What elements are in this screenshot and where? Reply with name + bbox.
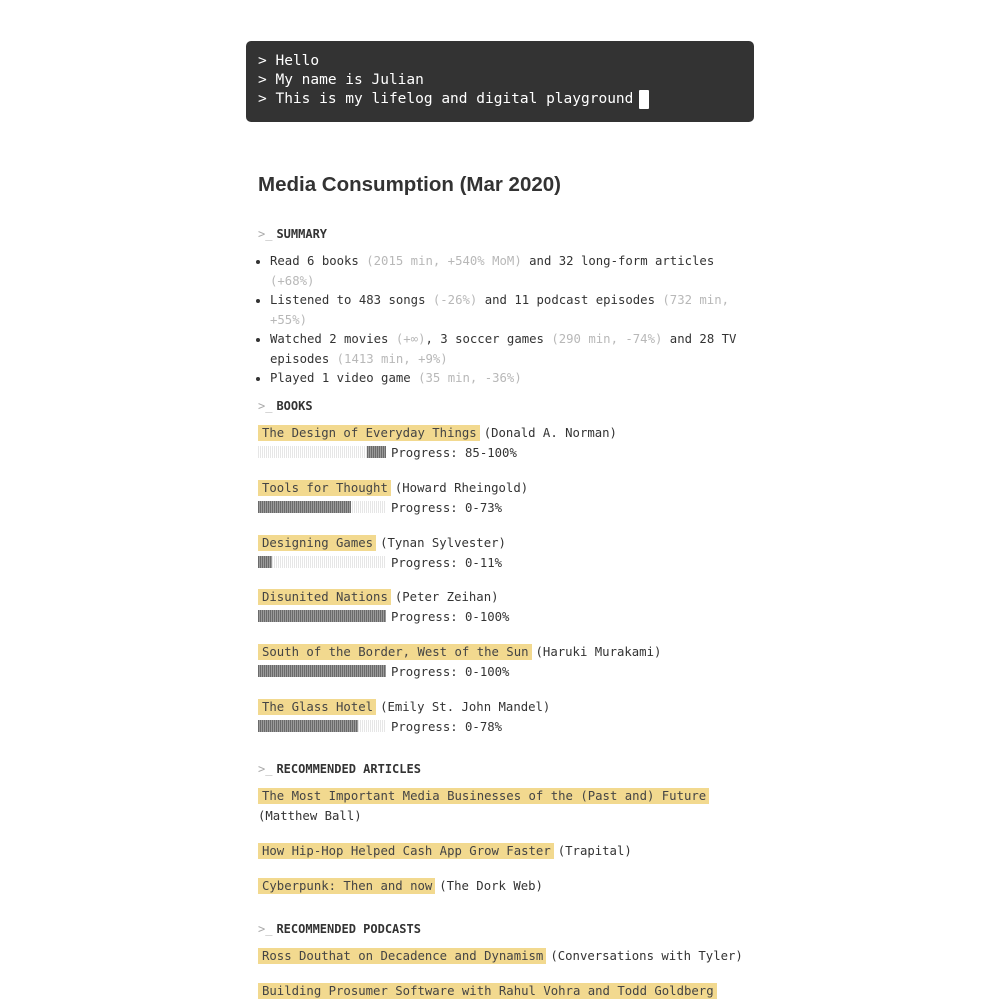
prompt-icon: >_: [258, 227, 273, 241]
progress-bar-fill: [258, 720, 358, 732]
progress-label: Progress: 85-100%: [391, 445, 517, 460]
book-item: [258, 479, 528, 518]
summary-text: and 32 long-form articles: [521, 254, 715, 268]
prompt-icon: >_: [258, 762, 273, 776]
progress-label: Progress: 0-73%: [391, 500, 503, 515]
terminal-line: > Hello: [258, 53, 320, 69]
summary-stat: (+68%): [270, 273, 315, 288]
podcast-source: (Conversations with Tyler): [550, 949, 743, 963]
summary-stat: (2015 min, +540% MoM): [366, 254, 522, 268]
summary-text: Listened to 483 songs: [270, 293, 433, 307]
article-item: [258, 877, 543, 897]
terminal-line: [258, 90, 742, 109]
podcast-title-link[interactable]: Building Prosumer Software with Rahul Vohra and Todd Goldberg: [258, 983, 717, 999]
summary-list: [258, 252, 740, 389]
book-title-link[interactable]: Designing Games: [258, 535, 376, 551]
book-progress: [258, 718, 550, 738]
book-title-link[interactable]: South of the Border, West of the Sun: [258, 644, 532, 660]
articles-heading-label: RECOMMENDED ARTICLES: [276, 762, 421, 776]
progress-label: Progress: 0-78%: [391, 719, 503, 734]
summary-heading-label: SUMMARY: [276, 227, 328, 241]
progress-bar: [258, 720, 386, 732]
progress-label: Progress: 0-11%: [391, 555, 503, 570]
books-heading-label: BOOKS: [276, 399, 313, 413]
summary-stat: (35 min, -36%): [418, 371, 522, 385]
book-author: (Howard Rheingold): [394, 481, 529, 495]
book-item: [258, 643, 661, 682]
book-author: (Peter Zeihan): [394, 590, 499, 604]
prompt-icon: >_: [258, 922, 273, 936]
summary-item: [270, 369, 740, 389]
podcast-title-link[interactable]: Ross Douthat on Decadence and Dynamism: [258, 948, 546, 964]
progress-label: Progress: 0-100%: [391, 664, 510, 679]
podcast-item: [258, 947, 743, 967]
book-item: [258, 588, 509, 627]
terminal-line: > My name is Julian: [258, 72, 424, 88]
progress-bar: [258, 665, 386, 677]
article-title-link[interactable]: How Hip-Hop Helped Cash App Grow Faster: [258, 843, 554, 859]
summary-stat: (290 min, -74%): [551, 332, 663, 346]
book-title-link[interactable]: Tools for Thought: [258, 480, 391, 496]
progress-bar: [258, 446, 386, 458]
book-progress: [258, 499, 528, 519]
articles-heading: [258, 762, 421, 776]
article-title-link[interactable]: The Most Important Media Businesses of the (Past and) Future: [258, 788, 709, 804]
summary-text: , 3 soccer games: [425, 332, 552, 346]
article-source: (Matthew Ball): [258, 808, 362, 823]
article-item: [258, 842, 632, 862]
summary-heading: [258, 227, 327, 241]
book-title-link[interactable]: The Glass Hotel: [258, 699, 376, 715]
book-author: (Donald A. Norman): [483, 426, 617, 440]
book-title-link[interactable]: Disunited Nations: [258, 589, 391, 605]
summary-stat: (1413 min, +9%): [336, 351, 448, 366]
page-title: Media Consumption (Mar 2020): [258, 173, 561, 196]
book-progress: [258, 444, 617, 464]
article-source: (Trapital): [557, 844, 632, 858]
book-item: [258, 424, 617, 463]
summary-text: and 28 TV episodes: [270, 332, 737, 366]
progress-label: Progress: 0-100%: [391, 609, 510, 624]
progress-bar: [258, 501, 386, 513]
article-title-link[interactable]: Cyberpunk: Then and now: [258, 878, 435, 894]
summary-text: Played 1 video game: [270, 371, 419, 385]
progress-bar-fill: [258, 665, 386, 677]
progress-bar-fill: [367, 446, 386, 458]
progress-bar-fill: [258, 556, 272, 568]
terminal-line-text: > This is my lifelog and digital playground: [258, 91, 634, 107]
books-heading: [258, 399, 313, 413]
terminal-intro: [246, 41, 754, 122]
book-author: (Tynan Sylvester): [380, 536, 506, 550]
book-progress: [258, 663, 661, 683]
summary-text: and 11 podcast episodes: [477, 293, 663, 307]
summary-stat: (+∞): [395, 332, 426, 346]
book-progress: [258, 554, 506, 574]
summary-stat: (-26%): [432, 293, 478, 307]
book-progress: [258, 608, 509, 628]
article-item: [258, 787, 709, 826]
book-author: (Haruki Murakami): [535, 645, 662, 659]
summary-item: [270, 291, 740, 330]
progress-bar: [258, 610, 386, 622]
podcasts-heading-label: RECOMMENDED PODCASTS: [276, 922, 421, 936]
book-item: [258, 698, 550, 737]
progress-bar-fill: [258, 610, 386, 622]
summary-text: Watched 2 movies: [270, 332, 396, 346]
book-title-link[interactable]: The Design of Everyday Things: [258, 425, 480, 441]
article-source: (The Dork Web): [439, 879, 543, 893]
podcast-item: [258, 982, 717, 1000]
summary-stat: (732 min, +55%): [270, 293, 730, 327]
prompt-icon: >_: [258, 399, 273, 413]
podcasts-heading: [258, 922, 421, 936]
progress-bar-fill: [258, 501, 351, 513]
summary-text: Read 6 books: [270, 254, 367, 268]
summary-item: [270, 252, 740, 291]
book-item: [258, 534, 506, 573]
book-author: (Emily St. John Mandel): [380, 700, 551, 714]
blinking-cursor-icon: [639, 90, 649, 109]
progress-bar: [258, 556, 386, 568]
summary-item: [270, 330, 740, 369]
